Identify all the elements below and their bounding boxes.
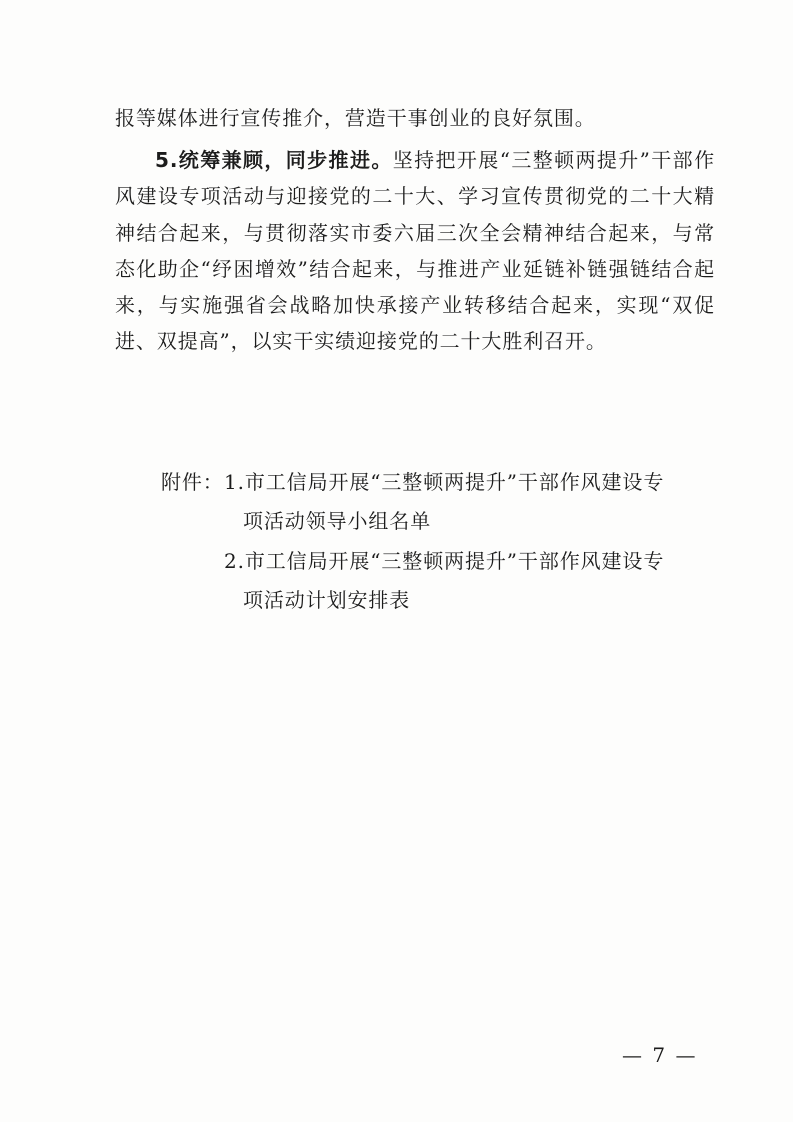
paragraph-publicity-text: 报等媒体进行宣传推介，营造干事创业的良好氛围。 bbox=[115, 106, 596, 130]
paragraph-publicity bbox=[115, 100, 715, 136]
attachment-item-1-line1: 1.市工信局开展“三整顿两提升”干部作风建设专 bbox=[224, 470, 665, 494]
attachment-item-2-line1: 2.市工信局开展“三整顿两提升”干部作风建设专 bbox=[224, 549, 665, 573]
attachments-label: 附件： bbox=[161, 470, 224, 494]
attachment-item-2-line2: 项活动计划安排表 bbox=[243, 588, 411, 612]
attachment-item-1-line2: 项活动领导小组名单 bbox=[243, 509, 432, 533]
paragraph-coordination bbox=[115, 142, 715, 360]
page-number: — 7 — bbox=[622, 1043, 698, 1067]
paragraph-coordination-lead: 5.统筹兼顾，同步推进。 bbox=[155, 148, 393, 172]
paragraph-coordination-text: 坚持把开展“三整顿两提升”干部作风建设专项活动与迎接党的二十大、学习宣传贯彻党的二十大精神结合起来，与贯彻落实市委六届三次全会精神结合起来，与常态化助企“纾困增效”结合起来，与推进产业延链补链强链结合起来，与实施强省会战略加快承接产业转移结合起来，实现“双促进、双提高”，以实干实绩迎接党的二十大胜利召开。 bbox=[115, 148, 715, 354]
